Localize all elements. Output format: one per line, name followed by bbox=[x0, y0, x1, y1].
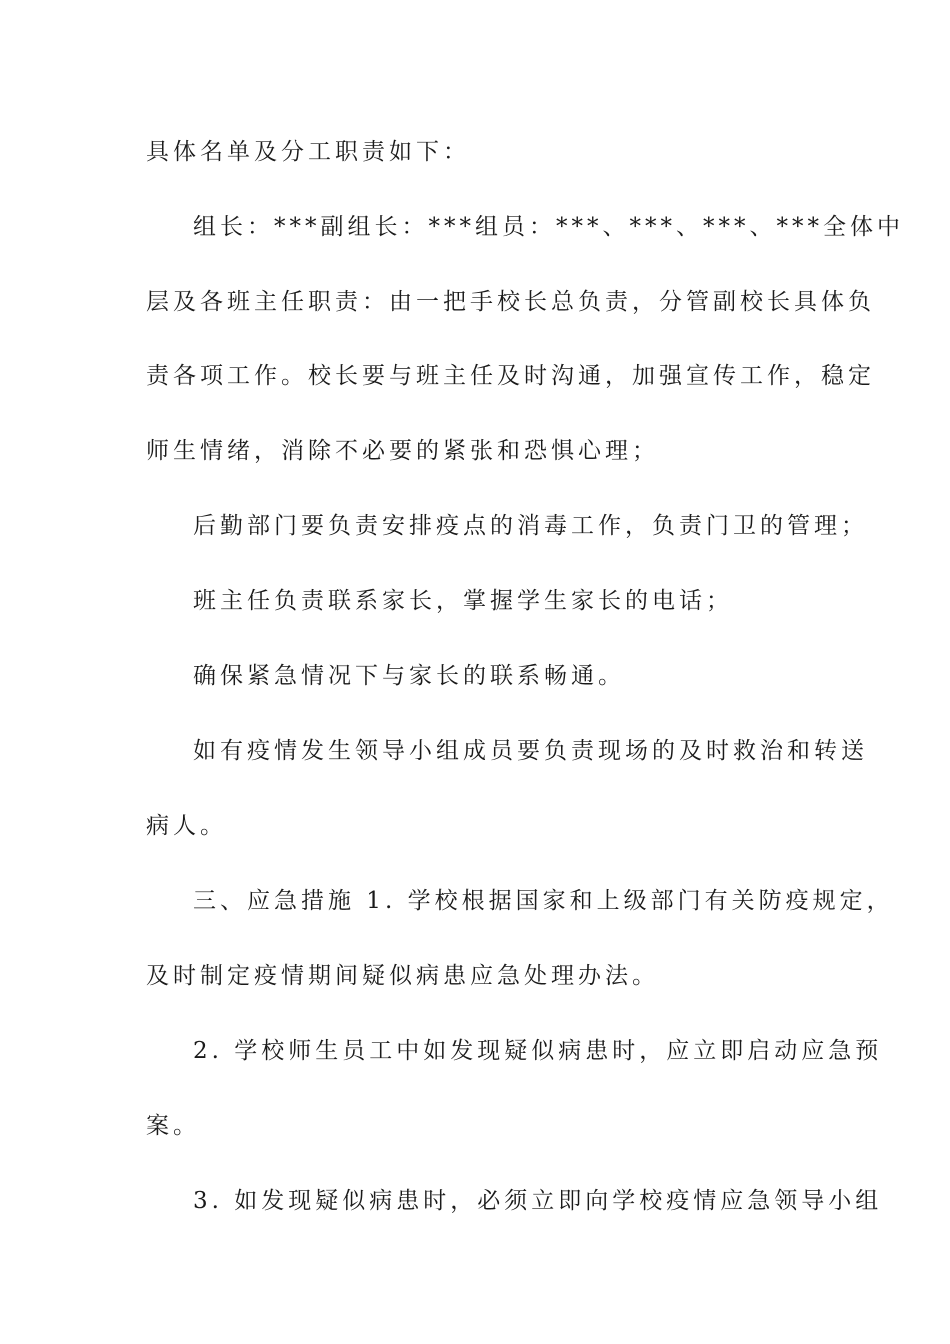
text-line-15: 3. 如发现疑似病患时，必须立即向学校疫情应急领导小组 bbox=[193, 1188, 883, 1214]
text-line-9: 如有疫情发生领导小组成员要负责现场的及时救治和转送 bbox=[193, 738, 868, 764]
text-line-7: 班主任负责联系家长，掌握学生家长的电话； bbox=[193, 588, 733, 614]
text-line-1: 具体名单及分工职责如下： bbox=[146, 139, 470, 165]
text-line-13: 2. 学校师生员工中如发现疑似病患时，应立即启动应急预 bbox=[193, 1038, 883, 1064]
text-line-4: 责各项工作。校长要与班主任及时沟通，加强宣传工作，稳定 bbox=[146, 363, 875, 389]
text-line-5: 师生情绪，消除不必要的紧张和恐惧心理； bbox=[146, 438, 659, 464]
text-line-2: 组长：***副组长：***组员：***、***、***、***全体中 bbox=[193, 214, 904, 240]
text-line-3: 层及各班主任职责：由一把手校长总负责，分管副校长具体负 bbox=[146, 289, 875, 315]
text-line-12: 及时制定疫情期间疑似病患应急处理办法。 bbox=[146, 963, 659, 989]
text-line-10: 病人。 bbox=[146, 813, 227, 839]
text-line-6: 后勤部门要负责安排疫点的消毒工作，负责门卫的管理； bbox=[193, 513, 868, 539]
text-line-14: 案。 bbox=[146, 1113, 200, 1139]
text-line-8: 确保紧急情况下与家长的联系畅通。 bbox=[193, 663, 625, 689]
text-line-11: 三、应急措施 1. 学校根据国家和上级部门有关防疫规定， bbox=[193, 888, 894, 914]
